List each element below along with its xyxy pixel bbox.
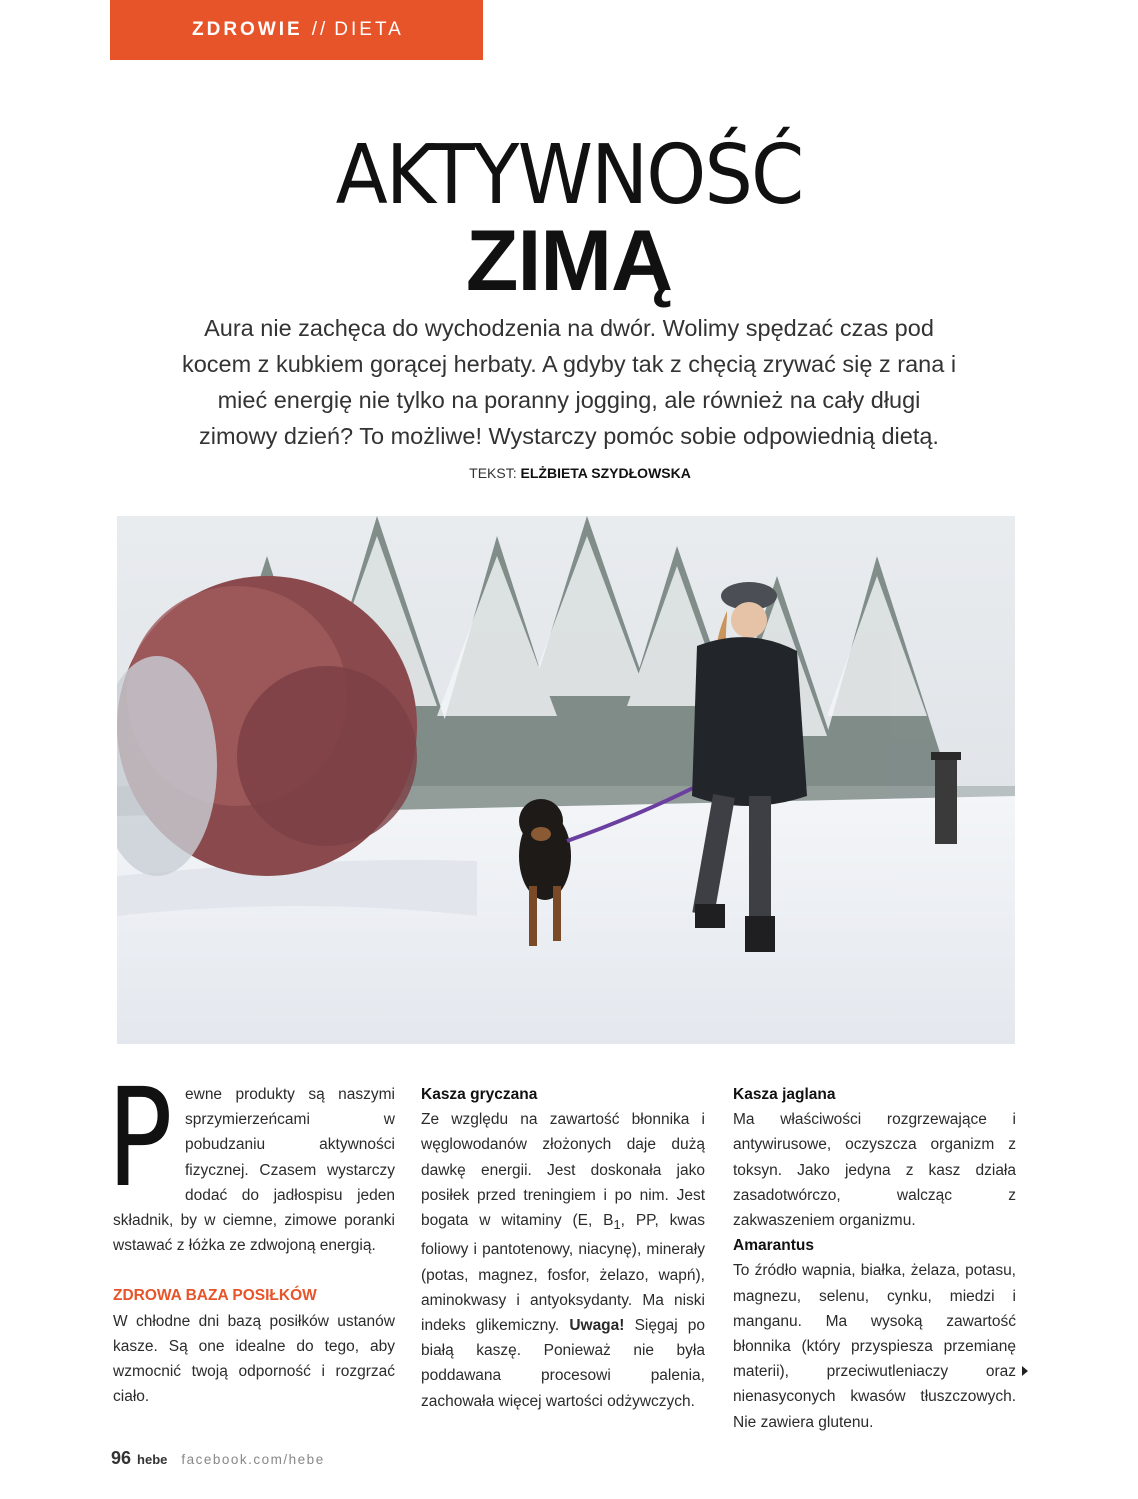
- buckwheat-paragraph: [421, 1107, 705, 1414]
- credit-author: ELŻBIETA SZYDŁOWSKA: [520, 465, 691, 481]
- buckwheat-text-1: Ze względu na zawartość błonnika i węglowodanów złożonych daje dużą dawkę energii. Jest doskonała jako posiłek przed treningiem i po nim. Jest bogata w witaminy (E, B: [421, 1111, 705, 1230]
- article-column-1: [107, 1060, 395, 1409]
- article-column-2: [421, 1082, 705, 1414]
- section-tab: [110, 0, 483, 60]
- dropcap: P: [107, 1060, 173, 1218]
- amaranth-paragraph: To źródło wapnia, białka, żelaza, potasu, magnezu, selenu, cynku, miedzi i manganu. Ma wysoką zawartość błonnika (który przyspiesza przemianę materii), przeciwutleniaczy oraz nienasyconych kwasów tłuszczowych. Nie zawiera glutenu.: [733, 1262, 1016, 1431]
- article-title-line1: AKTYWNOŚĆ: [335, 128, 803, 223]
- winter-jogging-photo: [117, 516, 1015, 1044]
- article-column-3: [733, 1082, 1016, 1435]
- brand-logo: hebe: [137, 1452, 168, 1467]
- page-number: 96: [111, 1448, 132, 1468]
- author-credit: [469, 465, 691, 481]
- article-lead: [180, 310, 958, 491]
- millet-paragraph: Ma właściwości rozgrzewające i antywirusowe, oczyszcza organizm z toksyn. Jako jedyna z kasz działa zasadotwórczo, walcząc z zakwaszeniem organizmu.: [733, 1111, 1016, 1230]
- amaranth-heading: Amarantus: [733, 1237, 814, 1255]
- continue-arrow-icon: [1022, 1366, 1028, 1376]
- vitamin-subscript: 1: [613, 1217, 621, 1233]
- warning-text: Sięgaj po białą kaszę. Ponieważ nie była poddawana procesowi palenia, zachowała więcej wartości odżywczych.: [421, 1316, 706, 1410]
- buckwheat-text-2: , PP, kwas foliowy i pantotenowy, niacynę), minerały (potas, magnez, fosfor, żelazo, wapń), aminokwasy i antyoksydanty. Ma niski indeks glikemiczny.: [421, 1212, 705, 1334]
- warning-label: Uwaga!: [569, 1316, 625, 1334]
- credit-label: TEKST:: [469, 465, 517, 481]
- page-footer: [111, 1448, 325, 1469]
- section-separator: //: [311, 19, 329, 40]
- subsection-label: DIETA: [334, 19, 404, 40]
- millet-heading: Kasza jaglana: [733, 1086, 836, 1103]
- intro-paragraph: ewne produkty są naszymi sprzymierzeńcami w pobudzaniu aktywności fizycznej. Czasem wystarczy dodać do jadłospisu jeden składnik, by w ciemne, zimowe poranki wstawać z łóżka ze zdwojoną energią.: [113, 1086, 395, 1255]
- section-heading: ZDROWA BAZA POSIŁKÓW: [113, 1287, 317, 1305]
- article-title-line2: ZIMĄ: [465, 213, 673, 309]
- lead-text: Aura nie zachęca do wychodzenia na dwór. Wolimy spędzać czas pod kocem z kubkiem gorącej herbaty. A gdyby tak z chęcią zrywać się z rana i mieć energię nie tylko na poranny jogging, ale również na cały długi zimowy dzień? To możliwe! Wystarczy pomóc sobie odpowiednią dietą.: [181, 315, 957, 449]
- footer-url: facebook.com/hebe: [181, 1452, 325, 1467]
- article-photo: [117, 516, 1015, 1044]
- section-label: ZDROWIE: [192, 19, 303, 40]
- section-paragraph: W chłodne dni bazą posiłków ustanów kasze. Są one idealne do tego, aby wzmocnić twoją odporność i rozgrzać ciało.: [113, 1312, 395, 1406]
- buckwheat-heading: Kasza gryczana: [421, 1086, 538, 1103]
